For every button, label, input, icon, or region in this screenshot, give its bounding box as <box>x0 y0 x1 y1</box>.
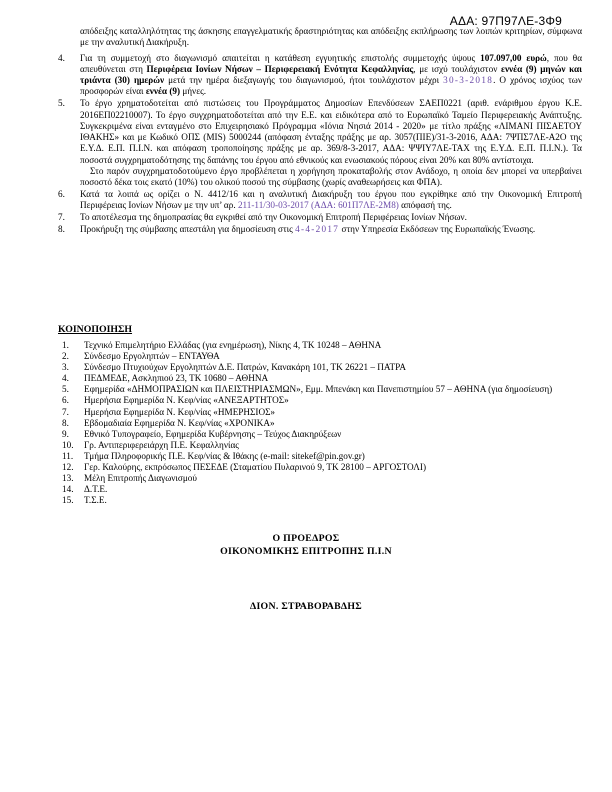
validity-period: εννέα (9) μηνών και τριάντα (30) ημερών <box>80 63 582 86</box>
intro-paragraph <box>80 26 582 49</box>
item-5 <box>58 98 582 188</box>
item-4 <box>58 53 582 98</box>
guarantee-amount: 107.097,00 ευρώ <box>480 52 547 63</box>
signature-title: Ο ΠΡΟΕΔΡΟΣ <box>272 533 340 544</box>
item-7 <box>58 212 582 223</box>
item-text: Το αποτέλεσμα της δημοπρασίας θα εγκριθεί από την Οικονομική Επιτροπή Περιφέρειας Ιονίων Νήσων. <box>80 212 467 223</box>
item-text: Προκήρυξη της σύμβασης απεστάλη για δημοσίευση στις 4-4-2017 στην Υπηρεσία Εκδόσεων της Ευρωπαϊκής Ένωσης. <box>80 224 536 235</box>
cc-item: 14. Δ.Τ.Ε. <box>62 484 108 495</box>
offer-validity: εννέα (9) <box>145 86 181 97</box>
cc-item: 13. Μέλη Επιτροπής Διαγωνισμού <box>62 473 197 484</box>
cc-item: 1. Τεχνικό Επιμελητήριο Ελλάδας (για ενημέρωση), Νίκης 4, ΤΚ 10248 – ΑΘΗΝΑ <box>62 340 382 350</box>
intro-line-2: κριτηρίων, σύμφωνα με την αναλυτική Διακήρυξη. <box>80 26 583 48</box>
region-name: Περιφέρεια Ιονίων Νήσων – Περιφερειακή Ενότητα Κεφαλληνίας <box>146 63 414 74</box>
cc-item: 9. Εθνικό Τυπογραφείο, Εφημερίδα Κυβέρνησης – Τεύχος Διακηρύξεων <box>62 428 342 439</box>
document-body <box>58 26 582 235</box>
item-text <box>80 98 582 188</box>
cc-item: 15. Τ.Σ.Ε. <box>62 495 107 506</box>
deadline-date: 30-3-2018 <box>443 75 494 86</box>
cc-item: 3. Σύνδεσμο Πτυχιούχων Εργοληπτών Δ.Ε. Πατρών, Κανακάρη 101, ΤΚ 26221 – ΠΑΤΡΑ <box>62 362 407 373</box>
cc-list <box>62 340 577 506</box>
item-number: 8. <box>58 224 65 235</box>
advance-paragraph: Στο παρόν συγχρηματοδοτούμενο έργο προβλέπεται η χορήγηση προκαταβολής στον Ανάδοχο, η οποία δεν μπορεί να υπερβαίνει ποσοστό δέκα τοις εκατό (10%) του ολικού ποσού της σύμβασης (χωρίς αναθεωρήσεις και ΦΠΑ). <box>80 166 582 188</box>
cc-item: 7. Ημερήσια Εφημερίδα Ν. Κεφ/νίας «ΗΜΕΡΗΣΙΟΣ» <box>62 406 276 417</box>
cc-item: 4. ΠΕΔΜΕΔΕ, Ασκληπιού 23, ΤΚ 10680 – ΑΘΗΝΑ <box>62 373 269 384</box>
cc-item: 6. Ημερήσια Εφημερίδα Ν. Κεφ/νίας «ΑΝΕΞΑΡΤΗΤΟΣ» <box>62 395 289 406</box>
item-number: 4. <box>58 52 65 63</box>
cc-item: 2. Σύνδεσμο Εργοληπτών – ΕΝΤΑΥΘΑ <box>62 351 220 362</box>
item-8 <box>58 224 582 235</box>
item-number: 5. <box>58 98 65 109</box>
signature-name: ΔΙΟΝ. ΣΤΡΑΒΟΡΑΒΔΗΣ <box>250 601 362 612</box>
intro-line-1: απόδειξης καταλληλότητας της άσκησης επαγγελματικής δραστηριότητας και απόδειξης εκπλήρωσης των λοιπών <box>80 26 503 36</box>
item-text: Κατά τα λοιπά ως ορίζει ο Ν. 4412/16 και η αναλυτική Διακήρυξη του έργου που εγκρίθηκε από την Οικονομική Επιτροπή Περιφέρειας Ιονίων Νήσων με την υπ’ αρ. 211-11/30-03-2017 (ΑΔΑ: 601Π7ΛΕ-2Μ8) απόφασή της. <box>80 189 582 211</box>
item-text: Για τη συμμετοχή στο διαγωνισμό απαιτείται η κατάθεση εγγυητικής επιστολής συμμετοχής ύψους 107.097,00 ευρώ, που θα απευθύνεται στη Περιφέρεια Ιονίων Νήσων – Περιφερειακή Ενότητα Κεφαλληνίας, με ισχύ τουλάχιστον εννέα (9) μηνών και τριάντα (30) ημερών μετά την ημέρα διεξαγωγής του διαγωνισμού, ήτοι τουλάχιστον μέχρι 30-3-2018. Ο χρόνος ισχύος των προσφορών είναι εννέα (9) μήνες. <box>80 52 583 97</box>
item-number: 6. <box>58 189 65 200</box>
cc-title: ΚΟΙΝΟΠΟΙΗΣΗ <box>58 324 133 335</box>
cc-item: 10. Γρ. Αντιπεριφερειάρχη Π.Ε. Κεφαλληνίας <box>62 439 239 450</box>
cc-item: 8. Εβδομαδιαία Εφημερίδα Ν. Κεφ/νίας «ΧΡΟΝΙΚΑ» <box>62 417 275 428</box>
item-number: 7. <box>58 212 65 223</box>
ada-code: ΑΔΑ: 97Π97ΛΕ-3Φ9 <box>449 14 562 28</box>
cc-item: 11. Τμήμα Πληροφορικής Π.Ε. Κεφ/νίας & Ιθάκης (e-mail: sitekef@pin.gov.gr) <box>62 450 365 461</box>
cc-item: 12. Γερ. Καλούρης, εκπρόσωπος ΠΕΣΕΔΕ (Σταματίου Πυλαρινού 9, ΤΚ 28100 – ΑΡΓΟΣΤΟΛΙ) <box>62 462 427 473</box>
decision-reference: 211-11/30-03-2017 (ΑΔΑ: 601Π7ΛΕ-2Μ8) <box>237 200 399 211</box>
cc-item: 5. Εφημερίδα «ΔΗΜΟΠΡΑΣΙΩΝ και ΠΛΕΙΣΤΗΡΙΑΣΜΩΝ», Εμμ. Μπενάκη και Πανεπιστημίου 57 – ΑΘΗΝΑ (για δημοσίευση) <box>62 384 553 395</box>
publication-date: 4-4-2017 <box>295 224 340 235</box>
item-6 <box>58 189 582 212</box>
signature-committee: ΟΙΚΟΝΟΜΙΚΗΣ ΕΠΙΤΡΟΠΗΣ Π.Ι.Ν <box>220 546 392 557</box>
funding-paragraph: Το έργο χρηματοδοτείται από πιστώσεις του Προγράμματος Δημοσίων Επενδύσεων ΣΑΕΠ0221 (αριθ. ενάριθμου έργου Κ.Ε. 2016ΕΠ02210007). Το έργο συγχρηματοδοτείται από την Ε.Ε. και ειδικότερα από το Ευρωπαϊκό Ταμείο Περιφερειακής Ανάπτυξης. Συγκεκριμένα είναι ενταγμένο στο Επιχειρησιακό Πρόγραμμα «Ιόνια Νησιά 2014 - 2020» με τίτλο πράξης «ΛΙΜΑΝΙ ΠΙΣΑΕΤΟΥ ΙΘΑΚΗΣ» και με Κωδικό ΟΠΣ (MIS) 5000244 (απόφαση ένταξης πράξης με αρ. 3057(ΠΙΕ)/31-3-2016, ΑΔΑ: 7ΨΠΣ7ΛΕ-Α2Ο της Ε.Υ.Δ. Ε.Π. Π.Ι.Ν. και απόφαση τροποποίησης πράξης με αρ. 369/8-3-2017, ΑΔΑ: ΨΨΙΥ7ΛΕ-ΤΑΧ της Ε.Υ.Δ. Ε.Π. Π.Ι.Ν.). Τα ποσοστά συγχρηματοδότησης της δαπάνης του έργου από εθνικούς και ενωσιακούς πόρους είναι 20% και 80% αντίστοιχα. <box>80 98 582 165</box>
